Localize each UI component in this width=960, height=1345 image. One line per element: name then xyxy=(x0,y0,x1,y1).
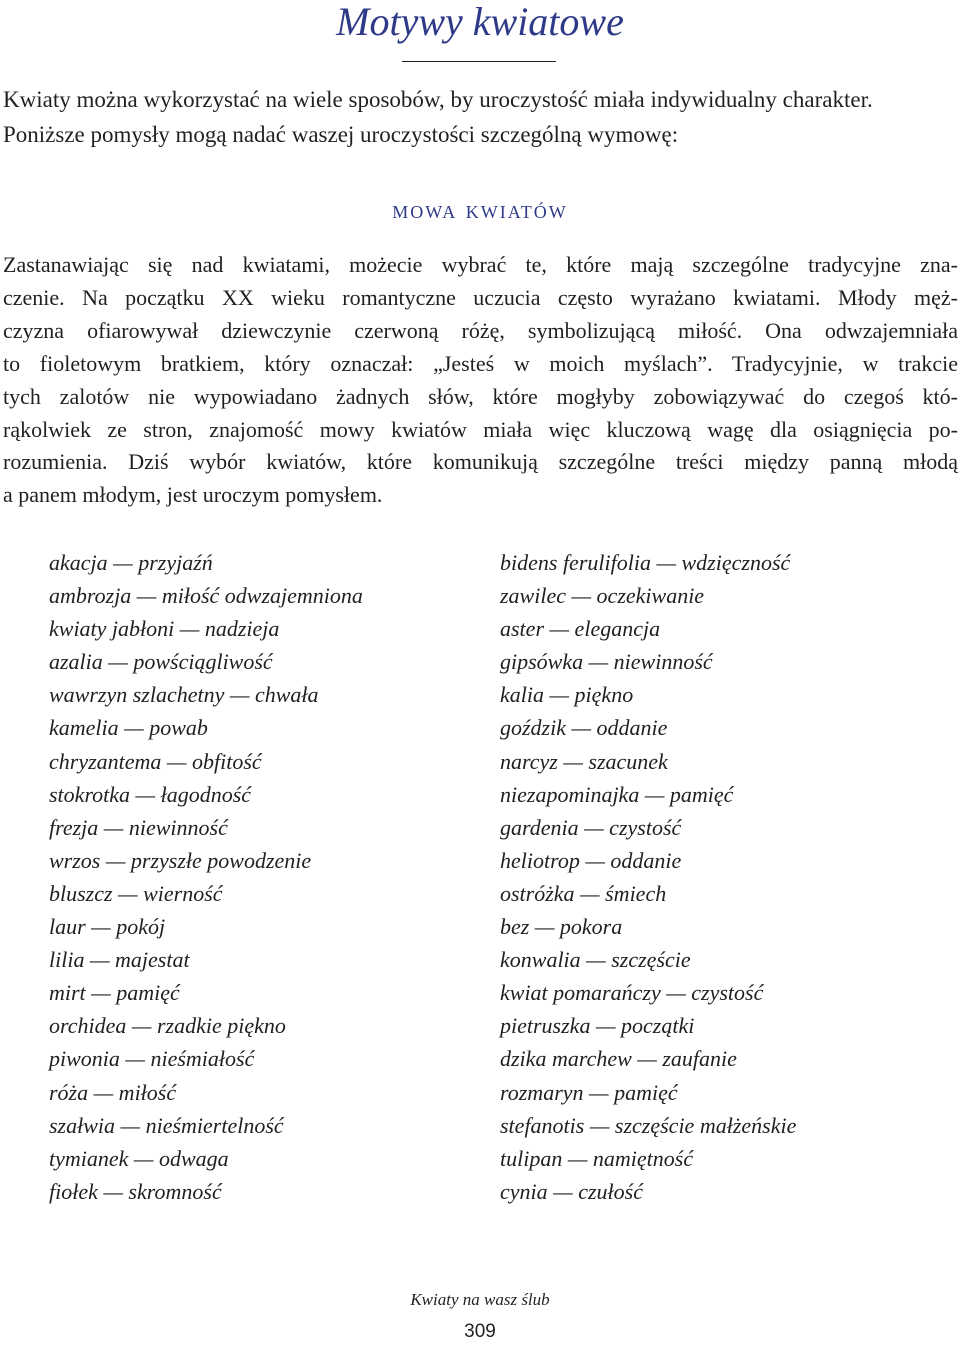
flower-meaning-item: mirt — pamięć xyxy=(49,980,180,1006)
intro-paragraph xyxy=(3,82,958,152)
flower-meaning-item: bez — pokora xyxy=(500,914,623,940)
flower-meaning-item: konwalia — szczęście xyxy=(500,947,691,973)
flower-meaning-item: bidens ferulifolia — wdzięczność xyxy=(500,550,791,575)
flower-meaning-item: kalia — piękno xyxy=(500,682,634,708)
flower-meaning-item: laur — pokój xyxy=(49,914,166,940)
flower-meaning-item: lilia — majestat xyxy=(49,947,190,973)
flower-meaning-item: stefanotis — szczęście małżeńskie xyxy=(500,1112,797,1138)
body-line: a panem młodym, jest uroczym pomysłem. xyxy=(3,482,383,508)
flower-meaning-item: chryzantema — obfitość xyxy=(49,748,262,774)
flower-meaning-item: niezapominajka — pamięć xyxy=(500,781,734,807)
flower-meaning-item: akacja — przyjaźń xyxy=(49,550,213,575)
flower-meaning-item: dzika marchew — zaufanie xyxy=(500,1046,737,1072)
flower-list-left xyxy=(49,546,363,1208)
flower-meaning-item: ostróżka — śmiech xyxy=(500,880,667,906)
body-line: Zastanawiając się nad kwiatami, możecie wybrać te, które mają szczególne tradycyjne zna- xyxy=(3,252,958,277)
body-line: czyzna ofiarowywał dziewczynie czerwoną różę, symbolizującą miłość. Ona odwzajemniała xyxy=(3,317,958,343)
flower-meaning-item: bluszcz — wierność xyxy=(49,880,223,906)
flower-meaning-item: gipsówka — niewinność xyxy=(500,649,713,675)
title-divider xyxy=(402,61,556,62)
flower-meaning-item: szałwia — nieśmiertelność xyxy=(49,1112,284,1138)
intro-line: Kwiaty można wykorzystać na wiele sposobów, by uroczystość miała indywidualny charakter. xyxy=(3,87,873,112)
flower-meaning-item: goździk — oddanie xyxy=(500,715,668,741)
flower-meaning-item: tulipan — namiętność xyxy=(500,1145,694,1171)
flower-meaning-item: wawrzyn szlachetny — chwała xyxy=(49,682,319,708)
intro-line: Poniższe pomysły mogą nadać waszej uroczystości szczególną wymowę: xyxy=(3,122,679,147)
page-title: Motywy kwiatowe xyxy=(336,0,624,44)
flower-meaning-item: frezja — niewinność xyxy=(49,814,228,840)
body-line: tych zalotów nie wypowiadano żadnych słów, które mogłyby zobowiązywać do czegoś któ- xyxy=(3,383,958,409)
flower-meaning-item: piwonia — nieśmiałość xyxy=(49,1046,255,1072)
flower-meaning-item: róża — miłość xyxy=(49,1079,177,1105)
body-line: rąkolwiek ze stron, znajomość mowy kwiatów miała więc kluczową wagę dla osiągnięcia po- xyxy=(3,416,958,442)
flower-meaning-item: tymianek — odwaga xyxy=(49,1145,229,1171)
flower-meaning-item: stokrotka — łagodność xyxy=(49,781,252,807)
body-line: rozumienia. Dziś wybór kwiatów, które komunikują szczególne treści między panną młodą xyxy=(3,449,958,475)
flower-meaning-item: kwiat pomarańczy — czystość xyxy=(500,980,764,1006)
flower-meaning-item: gardenia — czystość xyxy=(500,814,682,840)
flower-meaning-item: wrzos — przyszłe powodzenie xyxy=(49,847,312,873)
flower-meaning-item: pietruszka — początki xyxy=(500,1013,695,1039)
flower-meaning-item: azalia — powściągliwość xyxy=(49,649,273,675)
flower-meaning-item: aster — elegancja xyxy=(500,616,661,642)
flower-meaning-item: ambrozja — miłość odwzajemniona xyxy=(49,583,363,609)
flower-meaning-item: zawilec — oczekiwanie xyxy=(500,583,705,609)
flower-meaning-item: narcyz — szacunek xyxy=(500,748,668,774)
flower-meaning-item: fiołek — skromność xyxy=(49,1178,222,1204)
running-footer-title: Kwiaty na wasz ślub xyxy=(410,1290,550,1309)
flower-meaning-item: heliotrop — oddanie xyxy=(500,847,682,873)
body-paragraph xyxy=(3,249,958,512)
flower-meaning-item: cynia — czułość xyxy=(500,1178,643,1204)
flower-list-right xyxy=(500,546,796,1208)
page-number: 309 xyxy=(464,1321,496,1342)
body-line: to fioletowym bratkiem, który oznaczał: „Jesteś w moich myślach”. Tradycyjnie, w trakcie xyxy=(3,350,958,376)
flower-meaning-item: rozmaryn — pamięć xyxy=(500,1079,678,1105)
flower-meaning-item: kwiaty jabłoni — nadzieja xyxy=(49,616,280,642)
section-heading: mowa kwiatów xyxy=(392,195,568,224)
flower-meaning-item: orchidea — rzadkie piękno xyxy=(49,1013,286,1039)
flower-meaning-item: kamelia — powab xyxy=(49,715,208,741)
body-line: czenie. Na początku XX wieku romantyczne uczucia często wyrażano kwiatami. Młody męż- xyxy=(3,284,958,310)
